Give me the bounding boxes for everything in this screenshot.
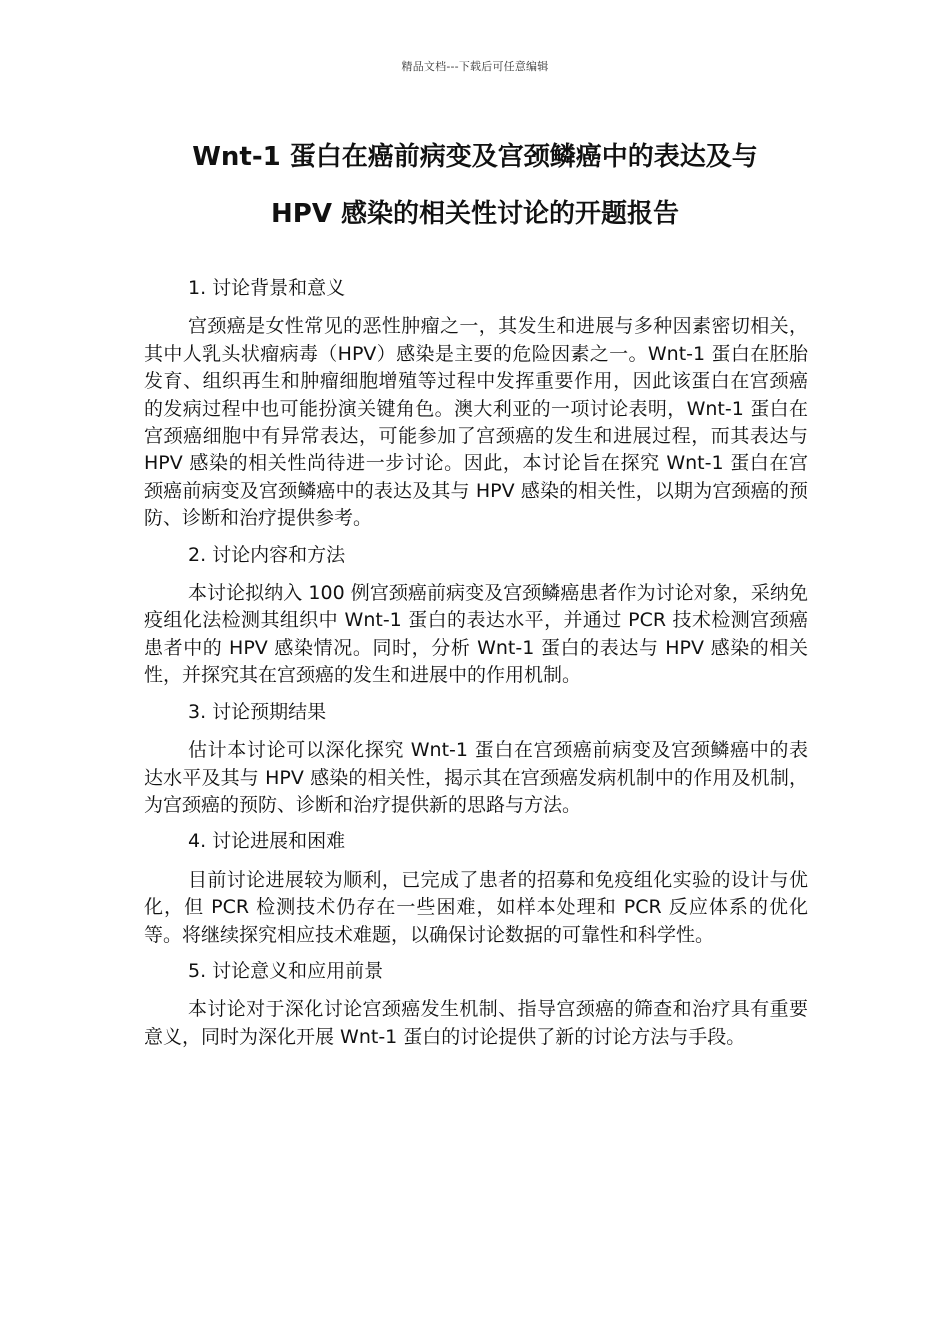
section-paragraph-expected-results: 估计本讨论可以深化探究 Wnt-1 蛋白在宫颈癌前病变及宫颈鳞癌中的表达水平及其与 HPV 感染的相关性，揭示其在宫颈癌发病机制中的作用及机制，为宫颈癌的预防、诊断和治疗提供新的思路与方法。 [144,739,808,816]
section-paragraph-background: 宫颈癌是女性常见的恶性肿瘤之一，其发生和进展与多种因素密切相关，其中人乳头状瘤病毒（HPV）感染是主要的危险因素之一。Wnt-1 蛋白在胚胎发育、组织再生和肿瘤细胞增殖等过程中发挥重要作用，因此该蛋白在宫颈癌的发病过程中也可能扮演关键角色。澳大利亚的一项讨论表明，Wnt-1 蛋白在宫颈癌细胞中有异常表达，可能参加了宫颈癌的发生和进展过程，而其表达与 HPV 感染的相关性尚待进一步讨论。因此，本讨论旨在探究 Wnt-1 蛋白在宫颈癌前病变及宫颈鳞癌中的表达及其与 HPV 感染的相关性，以期为宫颈癌的预防、诊断和治疗提供参考。 [144,315,808,530]
section-paragraph-progress: 目前讨论进展较为顺利，已完成了患者的招募和免疫组化实验的设计与优化，但 PCR 检测技术仍存在一些困难，如样本处理和 PCR 反应体系的优化等。将继续探究相应技术难题，以确保讨论数据的可靠性和科学性。 [144,868,808,946]
section-heading-background: 1. 讨论背景和意义 [188,277,346,299]
section-paragraph-methods: 本讨论拟纳入 100 例宫颈癌前病变及宫颈鳞癌患者作为讨论对象，采纳免疫组化法检测其组织中 Wnt-1 蛋白的表达水平，并通过 PCR 技术检测宫颈癌患者中的 HPV 感染情况。同时，分析 Wnt-1 蛋白的表达与 HPV 感染的相关性，并探究其在宫颈癌的发生和进展中的作用机制。 [144,582,808,687]
section-heading-expected-results: 3. 讨论预期结果 [188,700,327,723]
section-heading-methods: 2. 讨论内容和方法 [188,543,346,566]
document-body [144,275,808,1060]
section-paragraph-significance: 本讨论对于深化讨论宫颈癌发生机制、指导宫颈癌的筛查和治疗具有重要意义，同时为深化开展 Wnt-1 蛋白的讨论提供了新的讨论方法与手段。 [144,998,808,1048]
document-title-line-2: HPV 感染的相关性讨论的开题报告 [271,199,679,229]
header-note: 精品文档---下载后可任意编辑 [401,60,549,73]
document-title-line-1: Wnt-1 蛋白在癌前病变及宫颈鳞癌中的表达及与 [192,142,758,172]
section-heading-progress: 4. 讨论进展和困难 [188,830,346,853]
section-heading-significance: 5. 讨论意义和应用前景 [188,959,384,982]
